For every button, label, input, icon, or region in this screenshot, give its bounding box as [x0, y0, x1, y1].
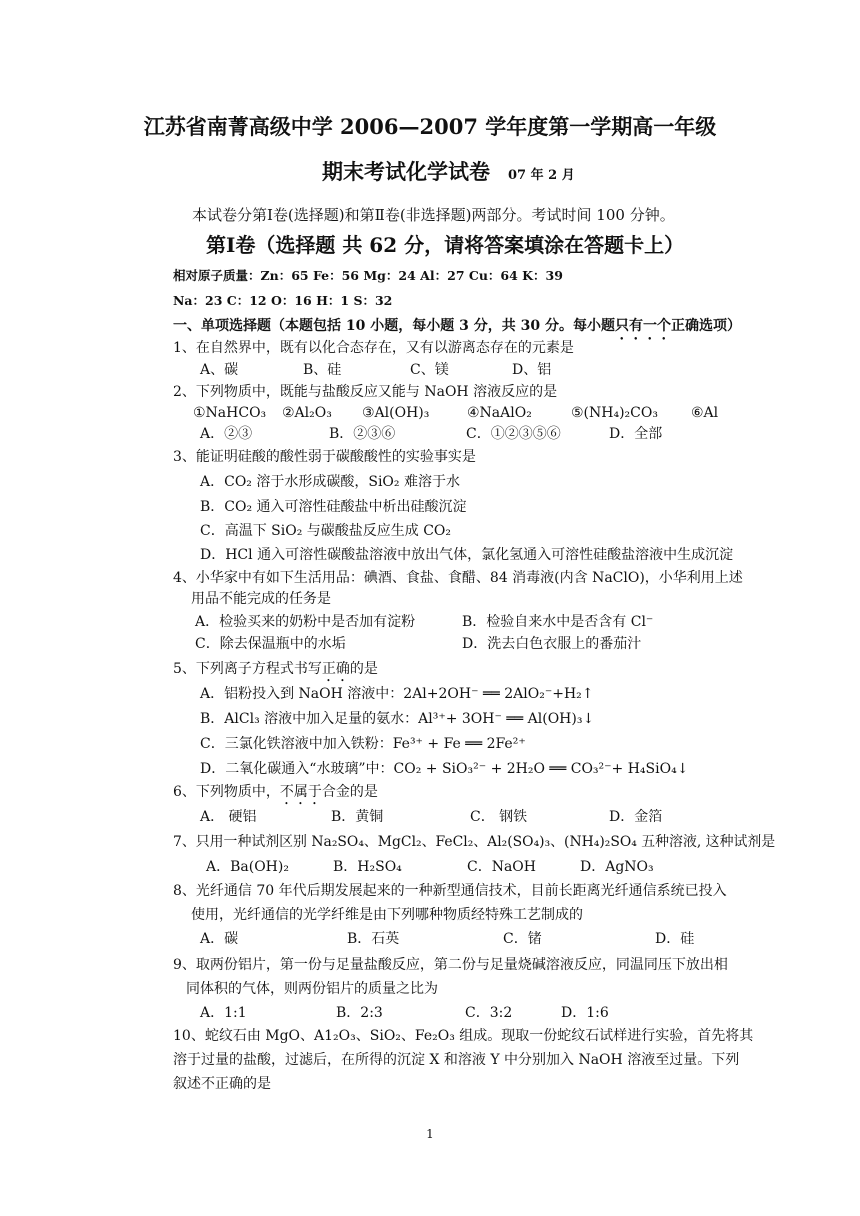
q2-item-4: ④NaAlO₂ [467, 405, 532, 421]
q8-option-b: B．石英 [347, 931, 400, 947]
q1-option-c: C、镁 [410, 362, 449, 378]
q7-option-b: B．H₂SO₄ [333, 859, 402, 875]
q2-option-a: A．②③ [200, 426, 253, 442]
q6-option-c: C． 钢铁 [470, 809, 528, 825]
q4-option-c: C．除去保温瓶中的水垢 [195, 636, 346, 652]
part-1-heading-emphasis: 只有一个 [614, 318, 671, 334]
q6-option-d: D．金箔 [609, 809, 663, 825]
q10-stem-line-3: 叙述不正确的是 [173, 1076, 271, 1092]
exam-intro: 本试卷分第Ⅰ卷(选择题)和第Ⅱ卷(非选择题)两部分。考试时间 100 分钟。 [192, 206, 675, 224]
page-number: 1 [426, 1127, 434, 1141]
q3-option-a: A．CO₂ 溶于水形成碳酸，SiO₂ 难溶于水 [200, 474, 460, 490]
q4-option-b: B．检验自来水中是否含有 Cl⁻ [462, 614, 654, 630]
q8-stem-line-1: 8、光纤通信 70 年代后期发展起来的一种新型通信技术，目前长距离光纤通信系统已投入 [173, 883, 727, 899]
q9-option-a: A．1:1 [200, 1005, 247, 1021]
q7-option-a: A．Ba(OH)₂ [206, 859, 289, 875]
q2-item-1: ①NaHCO₃ [193, 405, 267, 421]
q3-stem: 3、能证明硅酸的酸性弱于碳酸酸性的实验事实是 [173, 449, 476, 465]
q8-option-a: A．碳 [200, 931, 239, 947]
q2-stem: 2、下列物质中，既能与盐酸反应又能与 NaOH 溶液反应的是 [173, 384, 558, 400]
q3-option-d: D．HCl 通入可溶性碳酸盐溶液中放出气体，氯化氢通入可溶性硅酸盐溶液中生成沉淀 [200, 547, 734, 563]
atomic-mass-line-2: Na：23 C：12 O：16 H：1 S：32 [173, 293, 393, 308]
q10-stem-line-2: 溶于过量的盐酸，过滤后，在所得的沉淀 X 和溶液 Y 中分别加入 NaOH 溶液至过量。下列 [173, 1052, 740, 1068]
q5-stem [173, 659, 378, 685]
q1-stem: 1、在自然界中，既有以化合态存在，又有以游离态存在的元素是 [173, 340, 574, 356]
q1-option-b: B、硅 [303, 362, 342, 378]
q5-option-c: C．三氯化铁溶液中加入铁粉：Fe³⁺ + Fe ══ 2Fe²⁺ [200, 736, 526, 752]
exam-date: 07 年 2 月 [508, 168, 575, 183]
q9-stem-line-2: 同体积的气体，则两份铝片的质量之比为 [186, 981, 438, 997]
exam-title: 江苏省南菁高级中学 2006—2007 学年度第一学期高一年级 [143, 114, 717, 139]
q8-option-d: D．硅 [655, 931, 695, 947]
q6-stem [173, 782, 378, 808]
q6-stem-b: 合金的是 [321, 784, 378, 800]
q2-item-5: ⑤(NH₄)₂CO₃ [571, 405, 658, 421]
q9-option-d: D．1:6 [561, 1005, 609, 1021]
q3-option-c: C．高温下 SiO₂ 与碳酸盐反应生成 CO₂ [200, 523, 452, 539]
q5-option-d: D．二氧化碳通入“水玻璃”中：CO₂ + SiO₃²⁻ + 2H₂O ══ CO₃²⁻+ H₄SiO₄↓ [200, 761, 689, 777]
q7-stem: 7、只用一种试剂区别 Na₂SO₄、MgCl₂、FeCl₂、Al₂(SO₄)₃、(NH₄)₂SO₄ 五种溶液, 这种试剂是 [173, 834, 776, 850]
q1-option-d: D、铝 [512, 362, 552, 378]
q2-option-b: B．②③⑥ [329, 426, 396, 442]
q9-option-c: C．3:2 [465, 1005, 513, 1021]
exam-subtitle: 期末考试化学试卷 [322, 159, 490, 184]
atomic-mass-line-1: 相对原子质量：Zn：65 Fe：56 Mg：24 Al：27 Cu：64 K：39 [173, 268, 563, 283]
q5-stem-a: 5、下列离子方程式书写 [173, 661, 322, 677]
q9-stem-line-1: 9、取两份铝片，第一份与足量盐酸反应，第二份与足量烧碱溶液反应，同温同压下放出相 [173, 957, 728, 973]
q7-option-c: C．NaOH [467, 859, 536, 875]
q2-option-d: D．全部 [609, 426, 663, 442]
q2-item-2: ②Al₂O₃ [282, 405, 332, 421]
section-1-heading: 第Ⅰ卷（选择题 共 62 分，请将答案填涂在答题卡上） [206, 233, 685, 257]
q9-option-b: B．2:3 [336, 1005, 383, 1021]
q4-option-d: D．洗去白色衣服上的番茄汁 [462, 636, 642, 652]
q6-stem-a: 6、下列物质中， [173, 784, 280, 800]
q5-option-b: B．AlCl₃ 溶液中加入足量的氨水：Al³⁺+ 3OH⁻ ══ Al(OH)₃↓ [200, 711, 595, 727]
q5-stem-emphasis: 正确 [321, 661, 350, 677]
q1-option-a: A、碳 [200, 362, 239, 378]
q6-option-a: A． 硬铝 [200, 809, 257, 825]
q8-stem-line-2: 使用，光纤通信的光学纤维是由下列哪种物质经特殊工艺制成的 [191, 907, 583, 923]
q10-stem-line-1: 10、蛇纹石由 MgO、A1₂O₃、SiO₂、Fe₂O₃ 组成。现取一份蛇纹石试样进行实验，首先将其 [173, 1028, 754, 1044]
q5-stem-b: 的是 [349, 661, 378, 677]
part-1-heading-b: 正确选项） [670, 318, 741, 334]
q4-stem-line-2: 用品不能完成的任务是 [191, 591, 331, 607]
q7-option-d: D．AgNO₃ [580, 859, 654, 875]
q4-stem-line-1: 4、小华家中有如下生活用品：碘酒、食盐、食醋、84 消毒液(内含 NaClO)，小华利用上述 [173, 570, 743, 586]
q2-item-6: ⑥Al [691, 405, 719, 421]
q2-item-3: ③Al(OH)₃ [362, 405, 430, 421]
q2-option-c: C．①②③⑤⑥ [466, 426, 561, 442]
q3-option-b: B．CO₂ 通入可溶性硅酸盐中析出硅酸沉淀 [200, 499, 467, 515]
q5-option-a: A．铝粉投入到 NaOH 溶液中：2Al+2OH⁻ ══ 2AlO₂⁻+H₂↑ [200, 686, 594, 702]
q8-option-c: C．锗 [503, 931, 542, 947]
q4-option-a: A．检验买来的奶粉中是否加有淀粉 [195, 614, 416, 630]
q6-option-b: B．黄铜 [331, 809, 384, 825]
q6-stem-emphasis: 不属于 [279, 784, 322, 800]
exam-subtitle-line [322, 158, 575, 186]
part-1-heading-a: 一、单项选择题（本题包括 10 小题，每小题 3 分，共 30 分。每小题 [173, 318, 615, 334]
